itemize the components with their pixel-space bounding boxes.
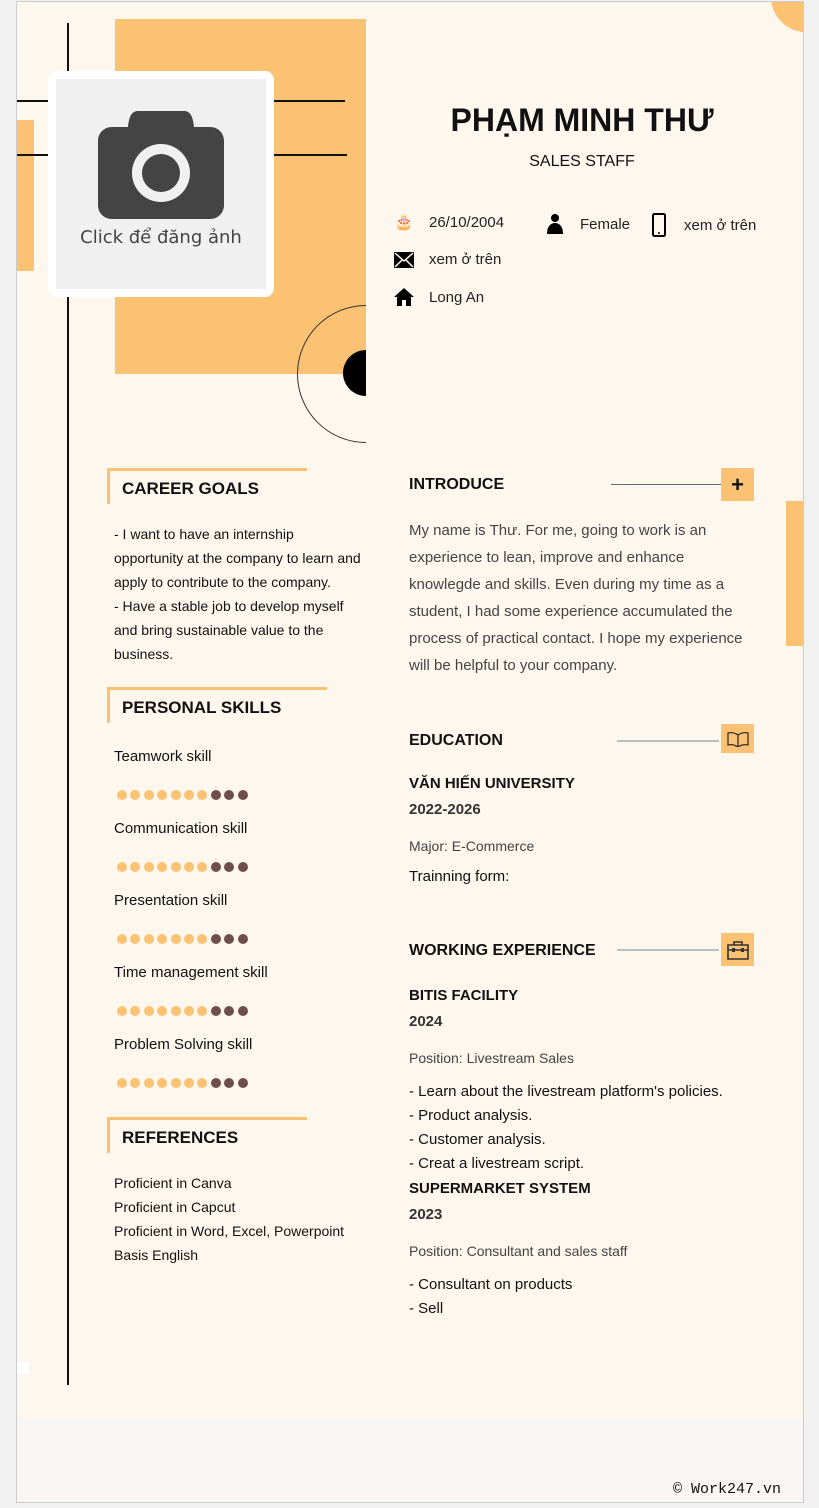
rating-dot-filled (157, 790, 167, 800)
birthday: 🎂 26/10/2004 (394, 213, 505, 231)
rating-dot-empty (211, 790, 221, 800)
rating-dot-filled (184, 1078, 194, 1088)
job-task: - Customer analysis. (409, 1131, 546, 1148)
rating-dot-filled (144, 934, 154, 944)
rating-dot-empty (238, 934, 248, 944)
rating-dot-filled (184, 934, 194, 944)
education-heading: EDUCATION (409, 732, 503, 749)
rating-dot-empty (211, 934, 221, 944)
full-name: PHẠM MINH THƯ (450, 102, 714, 138)
major: Major: E-Commerce (409, 838, 535, 854)
divider (617, 740, 719, 742)
skill-rating (117, 790, 364, 800)
rating-dot-filled (144, 862, 154, 872)
rating-dot-filled (171, 790, 181, 800)
introduce-heading: INTRODUCE (409, 476, 505, 493)
footer-brand[interactable]: © Work247.vn (672, 1481, 781, 1498)
camera-icon (98, 111, 224, 219)
rating-dot-empty (224, 1006, 234, 1016)
cv-page (16, 1, 804, 1503)
photo-label: Click để đăng ảnh (80, 227, 242, 248)
career-goals-heading: CAREER GOALS (107, 468, 307, 504)
rating-dot-filled (171, 862, 181, 872)
skill-item (114, 1036, 364, 1108)
decor-dot (343, 350, 389, 396)
rating-dot-filled (117, 1078, 127, 1088)
home-icon (393, 288, 415, 306)
experience-heading: WORKING EXPERIENCE (409, 942, 596, 959)
rating-dot-filled (197, 790, 207, 800)
decor-bar-right (786, 501, 804, 646)
rating-dot-filled (117, 1006, 127, 1016)
rating-dot-empty (224, 790, 234, 800)
address: Long An (393, 288, 484, 306)
skill-name: Problem Solving skill (114, 1036, 253, 1053)
job-year: 2023 (409, 1206, 443, 1223)
skill-name: Time management skill (114, 964, 268, 981)
rating-dot-filled (197, 862, 207, 872)
rating-dot-filled (144, 1006, 154, 1016)
rating-dot-filled (157, 1006, 167, 1016)
rating-dot-filled (117, 934, 127, 944)
rating-dot-empty (211, 1006, 221, 1016)
rating-dot-empty (238, 862, 248, 872)
rating-dot-filled (157, 934, 167, 944)
decor-square (17, 1362, 29, 1374)
rating-dot-filled (117, 790, 127, 800)
plus-icon[interactable]: + (721, 468, 754, 501)
job-task: - Product analysis. (409, 1107, 533, 1124)
introduce-text: My name is Thư. For me, going to work is an experience to lean, improve and enhance knowlegde and skills. Even during my time as a student, I had some experience accumulated the process of practical contact. I hope my experience will be helpful to your company. (409, 522, 743, 674)
decor-circle (771, 1, 804, 32)
job-task: - Sell (409, 1300, 444, 1317)
rating-dot-filled (184, 862, 194, 872)
gender: Female (544, 213, 630, 235)
rating-dot-filled (197, 1006, 207, 1016)
skill-name: Communication skill (114, 820, 248, 837)
photo-upload[interactable] (48, 71, 274, 297)
rating-dot-empty (238, 1006, 248, 1016)
rating-dot-filled (184, 790, 194, 800)
briefcase-icon (721, 933, 754, 966)
company-name: SUPERMARKET SYSTEM (409, 1180, 591, 1197)
book-icon (721, 724, 754, 753)
rating-dot-empty (224, 862, 234, 872)
skill-rating (117, 862, 364, 872)
rating-dot-filled (130, 1078, 140, 1088)
school-name: VĂN HIẾN UNIVERSITY (409, 775, 575, 792)
skill-rating (117, 934, 364, 944)
rating-dot-empty (211, 1078, 221, 1088)
company-name: BITIS FACILITY (409, 987, 519, 1004)
phone: xem ở trên (648, 213, 756, 237)
rating-dot-filled (130, 790, 140, 800)
decor-ring (297, 305, 435, 443)
skill-item (114, 892, 364, 964)
skill-name: Teamwork skill (114, 748, 212, 765)
rating-dot-filled (130, 934, 140, 944)
training-form: Trainning form: (409, 868, 510, 885)
job-year: 2024 (409, 1013, 443, 1030)
user-icon (544, 213, 566, 235)
rating-dot-empty (238, 1078, 248, 1088)
personal-skills-heading: PERSONAL SKILLS (107, 687, 327, 723)
skill-item (114, 748, 364, 820)
birthday-cake-icon: 🎂 (394, 214, 414, 231)
rating-dot-filled (197, 1078, 207, 1088)
references-heading: REFERENCES (107, 1117, 307, 1153)
job-position: Position: Livestream Sales (409, 1050, 574, 1066)
rating-dot-filled (171, 1078, 181, 1088)
rating-dot-filled (184, 1006, 194, 1016)
rating-dot-empty (224, 1078, 234, 1088)
job-task: - Consultant on products (409, 1276, 573, 1293)
skill-name: Presentation skill (114, 892, 228, 909)
rating-dot-filled (197, 934, 207, 944)
rating-dot-filled (171, 934, 181, 944)
job-task: - Creat a livestream script. (409, 1155, 585, 1172)
job-item (409, 987, 789, 1176)
skill-rating (117, 1006, 364, 1016)
references-list: Proficient in Canva Proficient in Capcut Proficient in Word, Excel, Powerpoint Basis English (114, 1175, 345, 1263)
rating-dot-filled (130, 862, 140, 872)
skill-item (114, 964, 364, 1036)
skills-list (114, 748, 364, 1108)
job-task: - Learn about the livestream platform's policies. (409, 1083, 723, 1100)
rating-dot-empty (211, 862, 221, 872)
rating-dot-filled (157, 1078, 167, 1088)
rating-dot-filled (130, 1006, 140, 1016)
rating-dot-filled (117, 862, 127, 872)
career-goals-text: - I want to have an internship opportunity at the company to learn and apply to contribute to the company. - Have a stable job to develop myself and bring sustainable value to the business. (114, 526, 361, 662)
divider (611, 484, 721, 485)
envelope-icon (393, 252, 415, 268)
rating-dot-empty (238, 790, 248, 800)
divider (617, 949, 719, 951)
job-item (409, 1180, 789, 1321)
rating-dot-filled (171, 1006, 181, 1016)
rating-dot-filled (144, 1078, 154, 1088)
school-years: 2022-2026 (409, 801, 481, 818)
job-position: Position: Consultant and sales staff (409, 1243, 628, 1259)
job-title: SALES STAFF (529, 153, 635, 170)
email: xem ở trên (393, 251, 501, 268)
skill-rating (117, 1078, 364, 1088)
decor-bar (17, 120, 34, 271)
jobs-list (409, 987, 789, 1325)
rating-dot-empty (224, 934, 234, 944)
rating-dot-filled (144, 790, 154, 800)
skill-item (114, 820, 364, 892)
mobile-phone-icon (648, 213, 670, 237)
rating-dot-filled (157, 862, 167, 872)
